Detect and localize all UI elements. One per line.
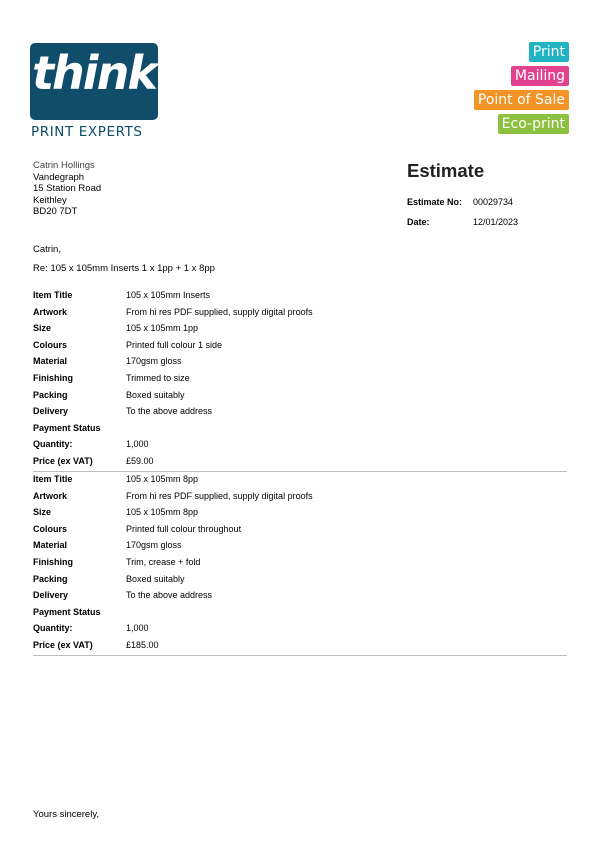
item-label: Quantity: bbox=[33, 439, 73, 450]
item-label: Size bbox=[33, 323, 52, 334]
item-row bbox=[33, 620, 567, 637]
estimate-item-1 bbox=[33, 287, 567, 472]
service-badge-point-of-sale: Point of Sale bbox=[474, 90, 569, 110]
estimate-date: 12/01/2023 bbox=[473, 217, 519, 227]
item-label: Item Title bbox=[33, 290, 73, 300]
item-value: From hi res PDF supplied, supply digital proofs bbox=[126, 306, 313, 317]
address-postcode: BD20 7DT bbox=[33, 206, 78, 217]
item-row bbox=[33, 370, 567, 387]
item-label: Packing bbox=[33, 389, 68, 400]
item-value: Printed full colour 1 side bbox=[126, 339, 223, 350]
item-label: Payment Status bbox=[33, 422, 101, 433]
services-list bbox=[419, 42, 569, 138]
service-badge-eco-print: Eco-print bbox=[498, 114, 569, 134]
item-value: 105 x 105mm 8pp bbox=[126, 507, 199, 518]
item-label: Delivery bbox=[33, 406, 69, 417]
item-row bbox=[33, 353, 567, 370]
item-label: Payment Status bbox=[33, 606, 101, 617]
item-value: To the above address bbox=[126, 406, 213, 417]
estimate-meta bbox=[407, 192, 518, 232]
logo-tagline: PRINT EXPERTS bbox=[31, 124, 143, 140]
item-row bbox=[33, 521, 567, 538]
item-label: Price (ex VAT) bbox=[33, 455, 93, 466]
greeting: Catrin, bbox=[33, 244, 61, 255]
item-row bbox=[33, 571, 567, 588]
item-value: 170gsm gloss bbox=[126, 540, 182, 551]
service-badge-print: Print bbox=[529, 42, 569, 62]
estimate-date-label: Date: bbox=[407, 217, 430, 227]
item-value: 1,000 bbox=[126, 623, 149, 634]
item-row bbox=[33, 287, 567, 304]
item-row bbox=[33, 471, 567, 488]
item-value: £185.00 bbox=[126, 639, 159, 650]
item-row bbox=[33, 304, 567, 321]
address-town: Keithley bbox=[33, 194, 67, 206]
company-logo bbox=[30, 43, 158, 120]
item-label: Material bbox=[33, 356, 68, 367]
section-divider bbox=[33, 655, 567, 656]
item-label: Material bbox=[33, 540, 68, 551]
item-value: 170gsm gloss bbox=[126, 356, 182, 367]
item-label: Size bbox=[33, 507, 52, 518]
item-row bbox=[33, 436, 567, 453]
logo-wordmark: think bbox=[32, 46, 156, 100]
item-label: Item Title bbox=[33, 474, 73, 484]
item-row bbox=[33, 387, 567, 404]
item-row bbox=[33, 453, 567, 470]
item-row bbox=[33, 504, 567, 521]
estimate-number-label: Estimate No: bbox=[407, 197, 463, 207]
estimate-item-2 bbox=[33, 471, 567, 656]
item-value: Boxed suitably bbox=[126, 573, 185, 584]
address-contact: Catrin Hollings bbox=[33, 160, 95, 171]
item-value: Trim, crease + fold bbox=[126, 556, 201, 567]
recipient-address bbox=[33, 160, 101, 218]
item-label: Packing bbox=[33, 573, 68, 584]
item-value: To the above address bbox=[126, 590, 213, 601]
item-row bbox=[33, 604, 567, 621]
item-value: £59.00 bbox=[126, 455, 154, 466]
item-row bbox=[33, 488, 567, 505]
item-label: Colours bbox=[33, 523, 68, 534]
greeting-block bbox=[33, 240, 215, 278]
item-value: From hi res PDF supplied, supply digital proofs bbox=[126, 490, 313, 501]
reference-line: Re: 105 x 105mm Inserts 1 x 1pp + 1 x 8pp bbox=[33, 263, 215, 274]
item-label: Delivery bbox=[33, 590, 69, 601]
item-row bbox=[33, 554, 567, 571]
item-label: Artwork bbox=[33, 306, 68, 317]
service-badge-mailing: Mailing bbox=[511, 66, 569, 86]
item-label: Finishing bbox=[33, 556, 73, 567]
item-value: Printed full colour throughout bbox=[126, 523, 242, 534]
item-row bbox=[33, 637, 567, 654]
item-value: Boxed suitably bbox=[126, 389, 185, 400]
item-value: 1,000 bbox=[126, 439, 149, 450]
item-label: Finishing bbox=[33, 372, 73, 383]
item-row bbox=[33, 320, 567, 337]
item-value: Trimmed to size bbox=[126, 372, 190, 383]
item-row bbox=[33, 337, 567, 354]
item-row bbox=[33, 403, 567, 420]
item-label: Price (ex VAT) bbox=[33, 639, 93, 650]
item-row bbox=[33, 537, 567, 554]
item-label: Colours bbox=[33, 339, 68, 350]
item-value: 105 x 105mm 8pp bbox=[126, 474, 199, 484]
closing-line: Yours sincerely, bbox=[33, 809, 100, 820]
item-label: Artwork bbox=[33, 490, 68, 501]
item-row bbox=[33, 420, 567, 437]
address-line1: 15 Station Road bbox=[33, 183, 102, 194]
document-title: Estimate bbox=[407, 160, 485, 181]
address-company: Vandegraph bbox=[33, 171, 85, 183]
estimate-number: 00029734 bbox=[473, 197, 514, 207]
item-row bbox=[33, 587, 567, 604]
item-value: 105 x 105mm Inserts bbox=[126, 290, 211, 300]
item-label: Quantity: bbox=[33, 623, 73, 634]
item-value: 105 x 105mm 1pp bbox=[126, 323, 199, 334]
